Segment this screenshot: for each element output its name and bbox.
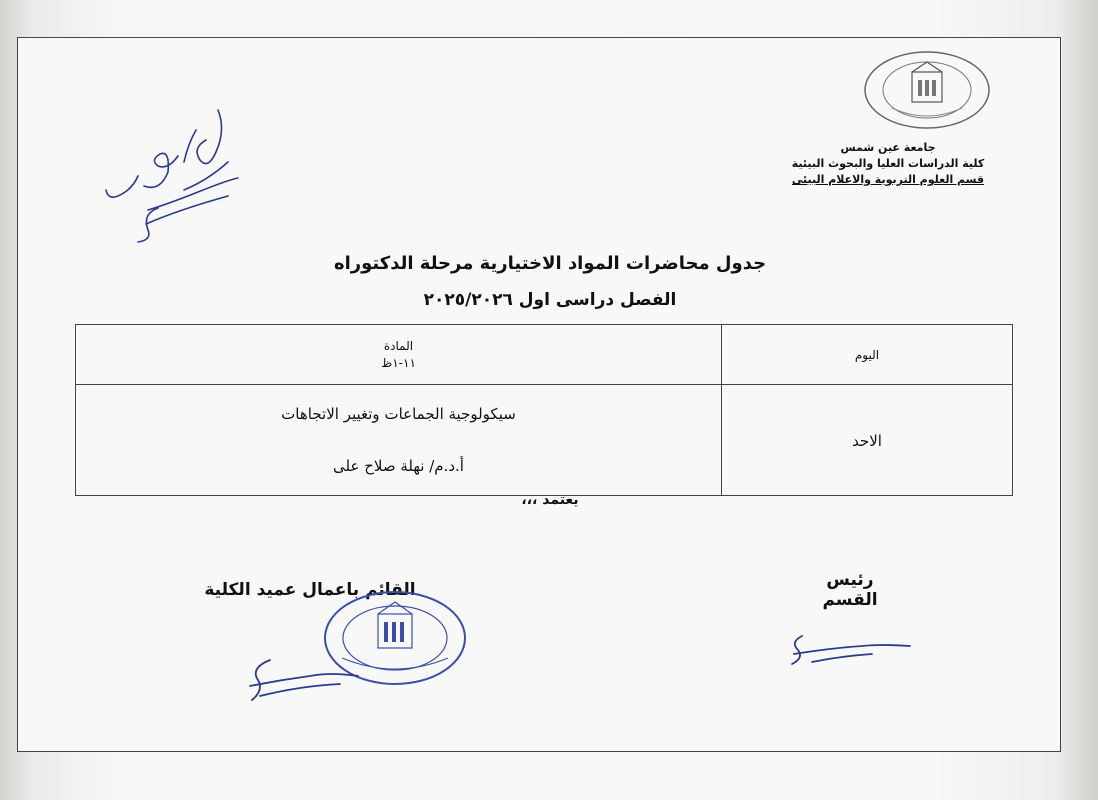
subject-cell <box>76 385 722 496</box>
table-header-row <box>76 325 1013 385</box>
faculty-logo <box>862 48 992 132</box>
dean-signature-title: القائم باعمال عميد الكلية <box>204 580 416 600</box>
page-title: جدول محاضرات المواد الاختيارية مرحلة الدكتوراه <box>333 253 767 274</box>
subject-header-label: المادة <box>383 338 414 353</box>
day-header-label: اليوم <box>854 347 880 362</box>
department-head-signature-title: رئيس القسم <box>822 570 878 610</box>
lecturer-name: أ.د.م/ نهلة صلاح على <box>333 457 464 475</box>
handwritten-note <box>88 100 248 250</box>
schedule-table <box>75 324 1013 496</box>
day-cell <box>722 385 1013 496</box>
university-name: جامعة عين شمس <box>840 141 936 154</box>
department-name: قسم العلوم التربوية والاعلام البيئى <box>791 173 985 186</box>
subject-column-header <box>76 325 722 385</box>
endorsement-text: يعتمد ،،، <box>521 492 579 508</box>
faculty-name: كلية الدراسات العليا والبحوث البيئية <box>791 157 985 170</box>
semester-subtitle: الفصل دراسى اول ٢٠٢٥/٢٠٢٦ <box>423 290 677 310</box>
table-row <box>76 385 1013 496</box>
course-name: سيكولوجية الجماعات وتغيير الاتجاهات <box>281 405 516 423</box>
time-slot-label: ١١-١ظ <box>381 355 416 370</box>
department-head-signature <box>782 628 912 678</box>
institution-header <box>758 140 1018 188</box>
day-column-header <box>722 325 1013 385</box>
dean-signature <box>240 650 360 710</box>
day-value: الاحد <box>852 431 882 450</box>
